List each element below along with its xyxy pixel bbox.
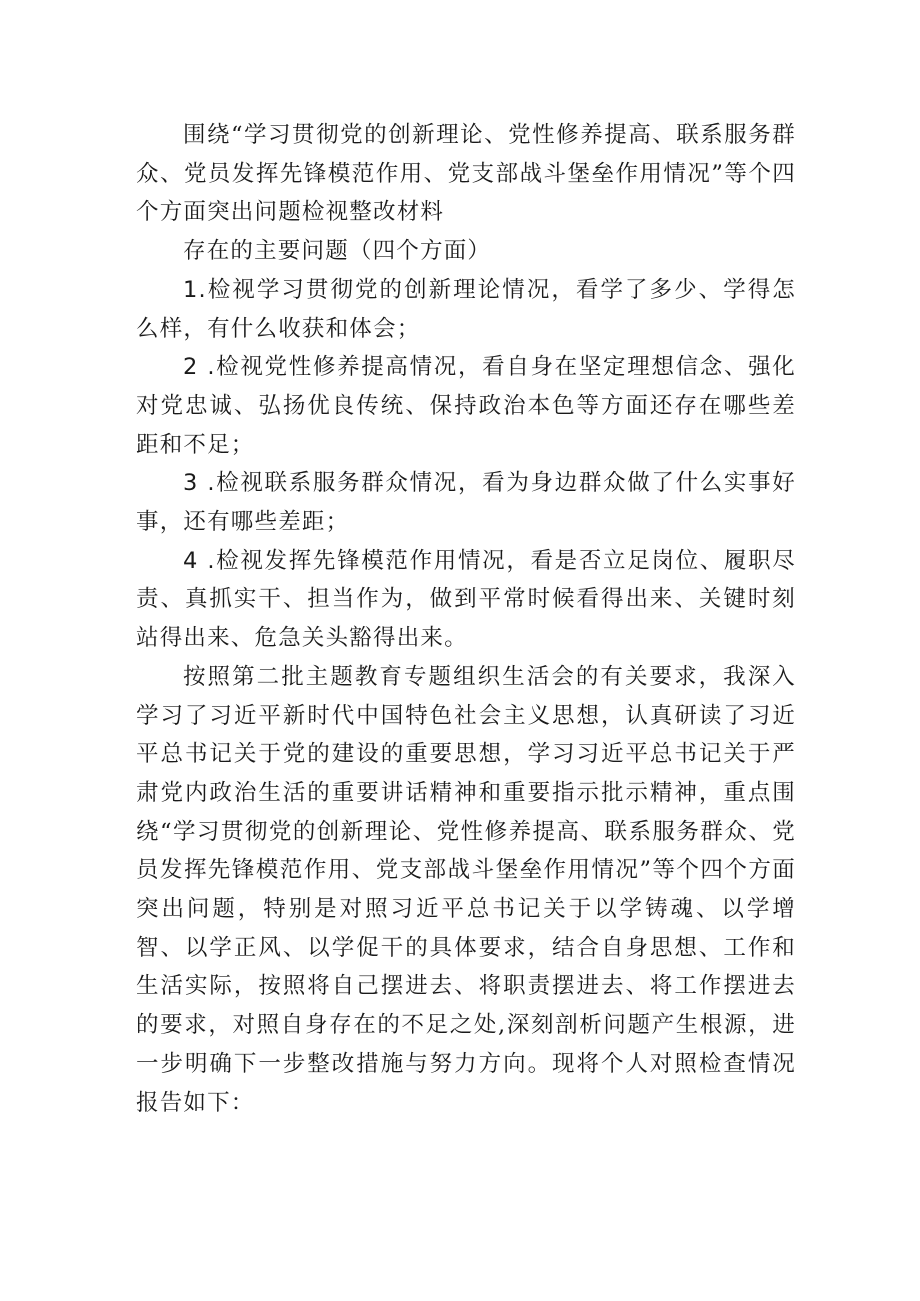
list-item-number: 2 . (183, 354, 216, 381)
list-item-text: 检视党性修养提高情况，看自身在坚定理想信念、强化对党忠诚、弘扬优良传统、保持政治本色等方面还存在哪些差距和不足； (136, 354, 796, 458)
list-item (136, 348, 796, 464)
section-heading: 存在的主要问题（四个方面） (183, 238, 492, 265)
list-item-text: 检视发挥先锋模范作用情况，看是否立足岗位、履职尽责、真抓实干、担当作为，做到平常时候看得出来、关键时刻站得出来、危急关头豁得出来。 (136, 547, 796, 652)
body-paragraph: 按照第二批主题教育专题组织生活会的有关要求，我深入学习了习近平新时代中国特色社会主义思想，认真研读了习近平总书记关于党的建设的重要思想，学习习近平总书记关于严肃党内政治生活的重要讲话精神和重要指示批示精神，重点围绕“学习贯彻党的创新理论、党性修养提高、联系服务群众、党员发挥先锋模范作用、党支部战斗堡垒作用情况”等个四个方面突出问题，特别是对照习近平总书记关于以学铸魂、以学增智、以学正风、以学促干的具体要求，结合自身思想、工作和生活实际，按照将自己摆进去、将职责摆进去、将工作摆进去的要求，对照自身存在的不足之处,深刻剖析问题产生根源，进一步明确下一步整改措施与努力方向。现将个人对照检查情况报告如下： (136, 663, 796, 1116)
list-item-text: 检视学习贯彻党的创新理论情况，看学了多少、学得怎么样，有什么收获和体会； (136, 276, 796, 342)
document-body (136, 116, 796, 1122)
list-item (136, 542, 796, 658)
list-item-number: 1. (183, 276, 207, 303)
title-paragraph: 围绕“学习贯彻党的创新理论、党性修养提高、联系服务群众、党员发挥先锋模范作用、党支部战斗堡垒作用情况”等个四个方面突出问题检视整改材料 (136, 122, 796, 226)
list-item-number: 3 . (183, 470, 216, 497)
list-item (136, 271, 796, 348)
list-item-text: 检视联系服务群众情况，看为身边群众做了什么实事好事，还有哪些差距； (136, 470, 796, 536)
list-item-number: 4 . (183, 547, 216, 574)
list-item (136, 464, 796, 541)
